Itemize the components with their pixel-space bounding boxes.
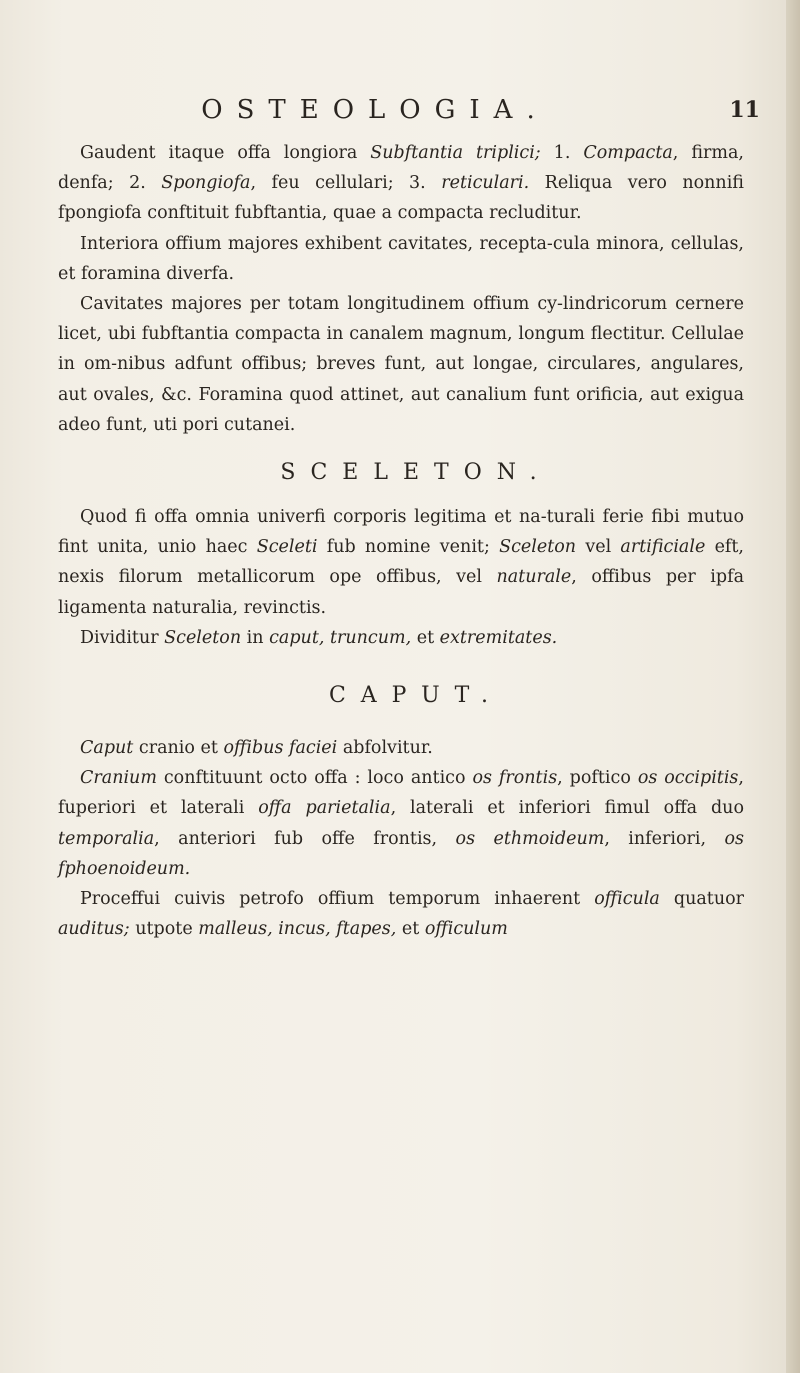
italic-term: Sceleton xyxy=(499,537,577,558)
section-heading-sceleton: SCELETON. xyxy=(280,460,552,486)
italic-term: Cranium xyxy=(80,768,157,789)
text-run: , anteriori fub offe frontis, xyxy=(154,828,456,849)
paragraph-substance xyxy=(58,138,744,229)
text-run: Gaudent itaque offa longiora xyxy=(80,143,371,163)
italic-term: auditus; xyxy=(58,919,130,940)
italic-term: Sceleton xyxy=(164,627,242,648)
italic-term: temporalia xyxy=(58,828,155,849)
italic-term: offibus faciei xyxy=(223,738,338,759)
italic-term: extremitates. xyxy=(439,627,558,648)
paragraph-cranium xyxy=(58,763,744,884)
italic-term: Caput xyxy=(80,738,134,759)
text-run: Quod fi offa omnia univerfi corporis legitima et na-turali ferie fibi mutuo fint unita, unio haec xyxy=(58,507,744,558)
italic-term: naturale xyxy=(496,567,572,588)
text-run: , offibus per ipfa ligamenta naturalia, revinctis. xyxy=(58,567,745,618)
text-run: Reliqua vero nonnifi fpongiofa conftituit fubftantia, quae a compacta recluditur. xyxy=(58,173,744,224)
paragraph-dividitur xyxy=(58,623,744,653)
text-run: fub nomine venit; xyxy=(317,537,500,558)
running-title: OSTEOLOGIA. xyxy=(201,95,549,125)
text-run: 1. xyxy=(540,143,584,163)
italic-term: officula xyxy=(594,889,660,910)
text-run: , feu cellulari; 3. xyxy=(250,173,442,194)
italic-term: os occipitis xyxy=(637,768,739,789)
paragraph-processui xyxy=(58,884,744,944)
italic-term: os ethmoideum xyxy=(455,828,605,849)
text-run: in xyxy=(241,627,270,648)
text-run: Dividitur xyxy=(80,627,165,648)
text-run: , fuperiori et laterali xyxy=(58,768,744,819)
italic-term: offa parietalia xyxy=(258,798,391,819)
text-run: Proceffui cuivis petrofo offium temporum inhaerent xyxy=(80,889,595,910)
paragraph-sceleti xyxy=(58,502,744,623)
text-run: conftituunt octo offa : loco antico xyxy=(156,768,473,789)
italic-term: os frontis xyxy=(472,768,558,789)
text-run: eft, nexis filorum metallicorum ope offibus, vel xyxy=(58,537,744,588)
paragraph-caput xyxy=(58,733,744,763)
text-run: , inferiori, xyxy=(604,828,725,849)
section-heading-caput: CAPUT. xyxy=(328,683,504,709)
text-run: vel xyxy=(576,537,621,558)
text-run: cranio et xyxy=(133,738,224,759)
italic-term: caput, truncum, xyxy=(269,627,412,648)
text-run: , firma, denfa; 2. xyxy=(58,143,744,194)
text-run: et xyxy=(396,919,425,940)
italic-term: artificiale xyxy=(620,537,706,558)
paragraph-cavitates: Cavitates majores per totam longitudinem offium cy-lindricorum cernere licet, ubi fubftantia compacta in canalem magnum, longum flectitur. Cellulae in om-nibus adfunt offibus; breves funt, aut longae, circulares, angulares, aut ovales, &c. Foramina quod attinet, aut canalium funt orificia, aut exigua adeo funt, uti pori cutanei. xyxy=(58,294,744,435)
text-run: abfolvitur. xyxy=(337,738,433,759)
italic-term: malleus, incus, ftapes, xyxy=(198,919,397,940)
italic-term: Sceleti xyxy=(256,537,318,558)
italic-term: Subftantia triplici; xyxy=(370,143,541,163)
text-run: et xyxy=(411,627,440,648)
italic-term: officulum xyxy=(424,919,508,940)
text-run: quatuor xyxy=(659,889,744,910)
italic-term: Spongiofa xyxy=(161,173,251,194)
page-number: 11 xyxy=(729,97,760,123)
text-run: , laterali et inferiori fimul offa duo xyxy=(390,798,744,819)
italic-term: reticulari. xyxy=(441,173,530,194)
paragraph-cavities: Interiora offium majores exhibent cavitates, recepta-cula minora, cellulas, et foramina diverfa. xyxy=(58,233,744,284)
page-header xyxy=(60,90,760,130)
italic-term: Compacta xyxy=(583,143,673,163)
text-run: utpote xyxy=(129,919,199,940)
page-body xyxy=(58,138,744,944)
text-run: , poftico xyxy=(557,768,638,789)
page-edge xyxy=(786,0,800,1373)
italic-term: os fphoenoideum. xyxy=(58,828,744,879)
